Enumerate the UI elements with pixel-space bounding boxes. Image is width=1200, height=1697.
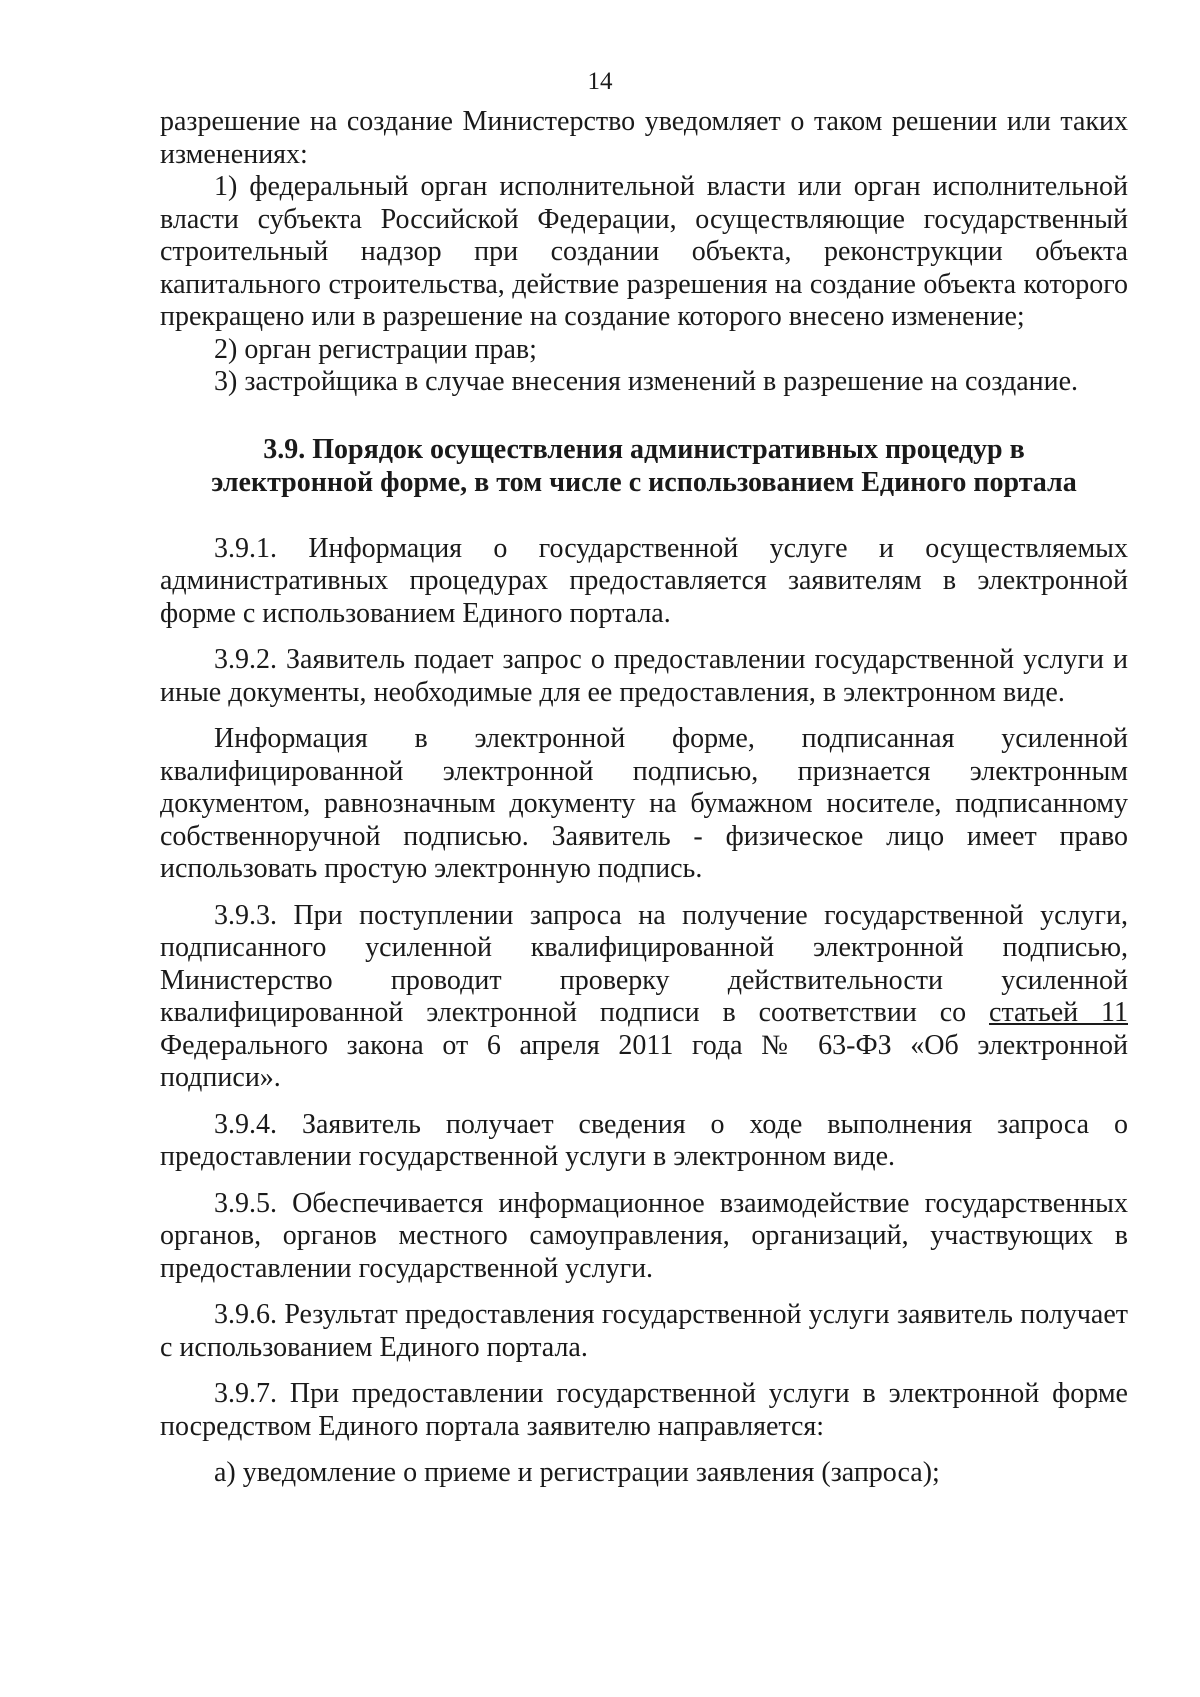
list-item-a: а) уведомление о приеме и регистрации заявления (запроса); bbox=[214, 1457, 940, 1488]
paragraph-3-9-2: 3.9.2. Заявитель подает запрос о предоставлении государственной услуги и иные документы, необходимые для ее предоставления, в электронном виде. bbox=[160, 644, 1128, 708]
paragraph-3-9-1: 3.9.1. Информация о государственной услуге и осуществляемых административных процедурах предоставляется заявителям в электронной форме с использованием Единого портала. bbox=[160, 532, 1128, 629]
list-item-2: 2) орган регистрации прав; bbox=[214, 333, 537, 365]
document-body bbox=[160, 106, 1128, 1490]
paragraph-3-9-6: 3.9.6. Результат предоставления государственной услуги заявитель получает с использованием Единого портала. bbox=[160, 1299, 1128, 1363]
section-heading: 3.9. Порядок осуществления административных процедур в электронной форме, в том числе с использованием Единого портала bbox=[211, 433, 1077, 498]
list-item-3: 3) застройщика в случае внесения изменений в разрешение на создание. bbox=[214, 366, 1079, 397]
list-item-1: 1) федеральный орган исполнительной власти или орган исполнительной власти субъекта Российской Федерации, осуществляющие государственный строительный надзор при создании объекта, реконструкции объекта капитального строительства, действие разрешения на создание объекта которого прекращено или в разрешение на создание которого внесено изменение; bbox=[160, 171, 1128, 332]
paragraph-3-9-3-text-after: Федерального закона от 6 апреля 2011 года № 63-ФЗ «Об электронной подписи». bbox=[160, 1029, 1128, 1093]
paragraph-3-9-7: 3.9.7. При предоставлении государственной услуги в электронной форме посредством Единого портала заявителю направляется: bbox=[160, 1378, 1128, 1442]
paragraph-intro: разрешение на создание Министерство уведомляет о таком решении или таких изменениях: bbox=[160, 106, 1128, 170]
law-article-link[interactable]: статьей 11 bbox=[989, 997, 1128, 1028]
paragraph-info: Информация в электронной форме, подписанная усиленной квалифицированной электронной подписью, признается электронным документом, равнозначным документу на бумажном носителе, подписанному собственноручной подписью. Заявитель - физическое лицо имеет право использовать простую электронную подпись. bbox=[160, 723, 1128, 884]
page-number: 14 bbox=[587, 68, 613, 95]
paragraph-3-9-3-text-before: 3.9.3. При поступлении запроса на получение государственной услуги, подписанного усиленной квалифицированной электронной подписью, Министерство проводит проверку действительности усиленной квалифицированной электронной подписи в соответствии со bbox=[160, 899, 1128, 1028]
paragraph-3-9-3 bbox=[160, 900, 1128, 1095]
paragraph-3-9-4: 3.9.4. Заявитель получает сведения о ходе выполнения запроса о предоставлении государственной услуги в электронном виде. bbox=[160, 1108, 1128, 1172]
paragraph-3-9-5: 3.9.5. Обеспечивается информационное взаимодействие государственных органов, органов местного самоуправления, организаций, участвующих в предоставлении государственной услуги. bbox=[160, 1187, 1128, 1284]
